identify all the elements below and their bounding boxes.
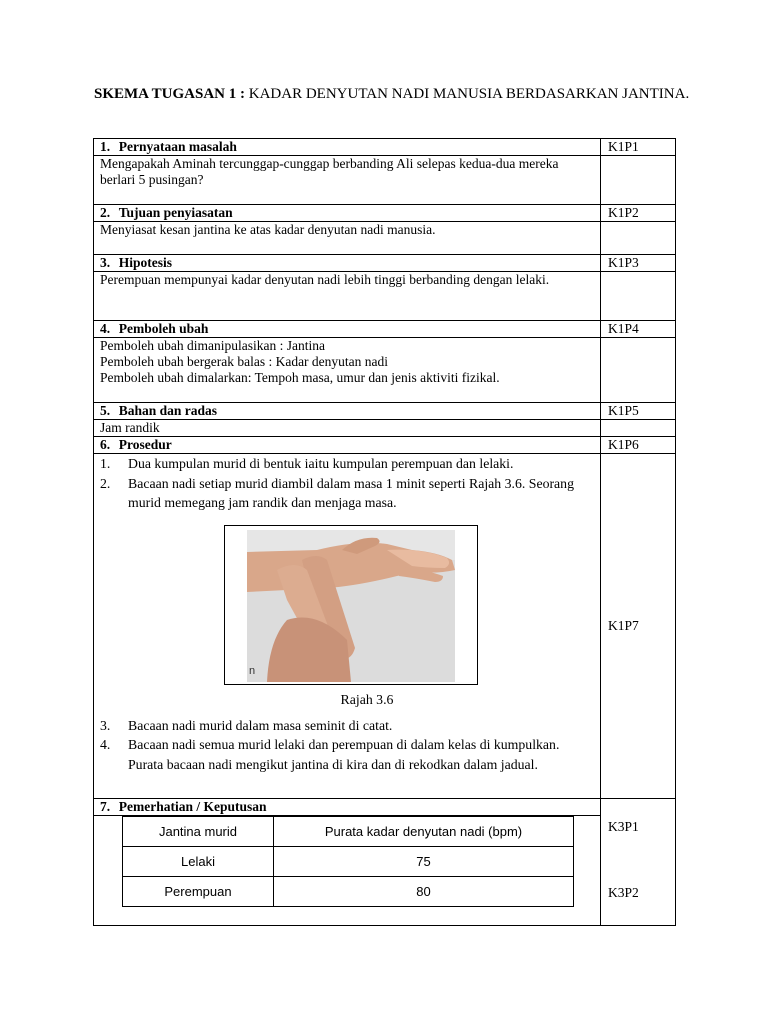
results-header-average: Purata kadar denyutan nadi (bpm) (274, 817, 574, 847)
code-k1p6: K1P6 (601, 437, 676, 454)
page-title: SKEMA TUGASAN 1 : KADAR DENYUTAN NADI MANUSIA BERDASARKAN JANTINA. (94, 86, 690, 102)
code-k1p2: K1P2 (601, 205, 676, 222)
scheme-table (93, 138, 676, 926)
section-heading-4: 4. Pemboleh ubah (94, 321, 601, 338)
section-body-1: Mengapakah Aminah tercunggap-cunggap berbanding Ali selepas kedua-dua mereka berlari 5 pusingan? (94, 156, 601, 205)
figure-caption: Rajah 3.6 (340, 692, 394, 707)
procedure-step: 4. Bacaan nadi semua murid lelaki dan perempuan di dalam kelas di kumpulkan. Purata bacaan nadi mengikut jantina di kira dan di rekodkan dalam jadual. (100, 737, 560, 772)
section-heading-5: 5. Bahan dan radas (94, 403, 601, 420)
procedure-step: 2. Bacaan nadi setiap murid diambil dalam masa 1 minit seperti Rajah 3.6. Seorang murid memegang jam randik dan menjaga masa. (100, 475, 574, 510)
section-body-6 (94, 454, 601, 799)
code-k1p3: K1P3 (601, 255, 676, 272)
section-heading-7: 7. Pemerhatian / Keputusan (94, 799, 601, 816)
section-heading-3: 3. Hipotesis (94, 255, 601, 272)
procedure-step: 3. Bacaan nadi murid dalam masa seminit di catat. (100, 717, 393, 733)
variable-manipulated: Pemboleh ubah dimanipulasikan : Jantina (100, 338, 325, 353)
section-body-3: Perempuan mempunyai kadar denyutan nadi lebih tinggi berbanding dengan lelaki. (94, 272, 601, 321)
code-k3p2: K3P2 (608, 885, 639, 900)
section-body-5: Jam randik (94, 420, 601, 437)
variable-constant: Pemboleh ubah dimalarkan: Tempoh masa, umur dan jenis aktiviti fizikal. (100, 370, 500, 385)
code-k1p1: K1P1 (601, 139, 676, 156)
section-body-2: Menyiasat kesan jantina ke atas kadar denyutan nadi manusia. (94, 222, 601, 255)
variable-responding: Pemboleh ubah bergerak balas : Kadar denyutan nadi (100, 354, 389, 369)
section-heading-1: 1. Pernyataan masalah (94, 139, 601, 156)
section-heading-2: 2. Tujuan penyiasatan (94, 205, 601, 222)
procedure-step: 1. Dua kumpulan murid di bentuk iaitu kumpulan perempuan dan lelaki. (100, 456, 514, 471)
svg-text:n: n (249, 664, 256, 677)
table-row: Lelaki 75 (123, 847, 574, 877)
table-row: Perempuan 80 (123, 877, 574, 907)
pulse-check-photo (247, 530, 455, 682)
code-k1p7: K1P7 (601, 454, 676, 799)
code-k3p1: K3P1 (608, 819, 639, 834)
section-heading-6: 6. Prosedur (94, 437, 601, 454)
code-k1p4: K1P4 (601, 321, 676, 338)
figure-frame (224, 525, 478, 685)
section-body-7 (94, 816, 601, 926)
code-k1p5: K1P5 (601, 403, 676, 420)
section-body-4 (94, 338, 601, 403)
results-table (122, 816, 574, 907)
results-header-gender: Jantina murid (123, 817, 274, 847)
